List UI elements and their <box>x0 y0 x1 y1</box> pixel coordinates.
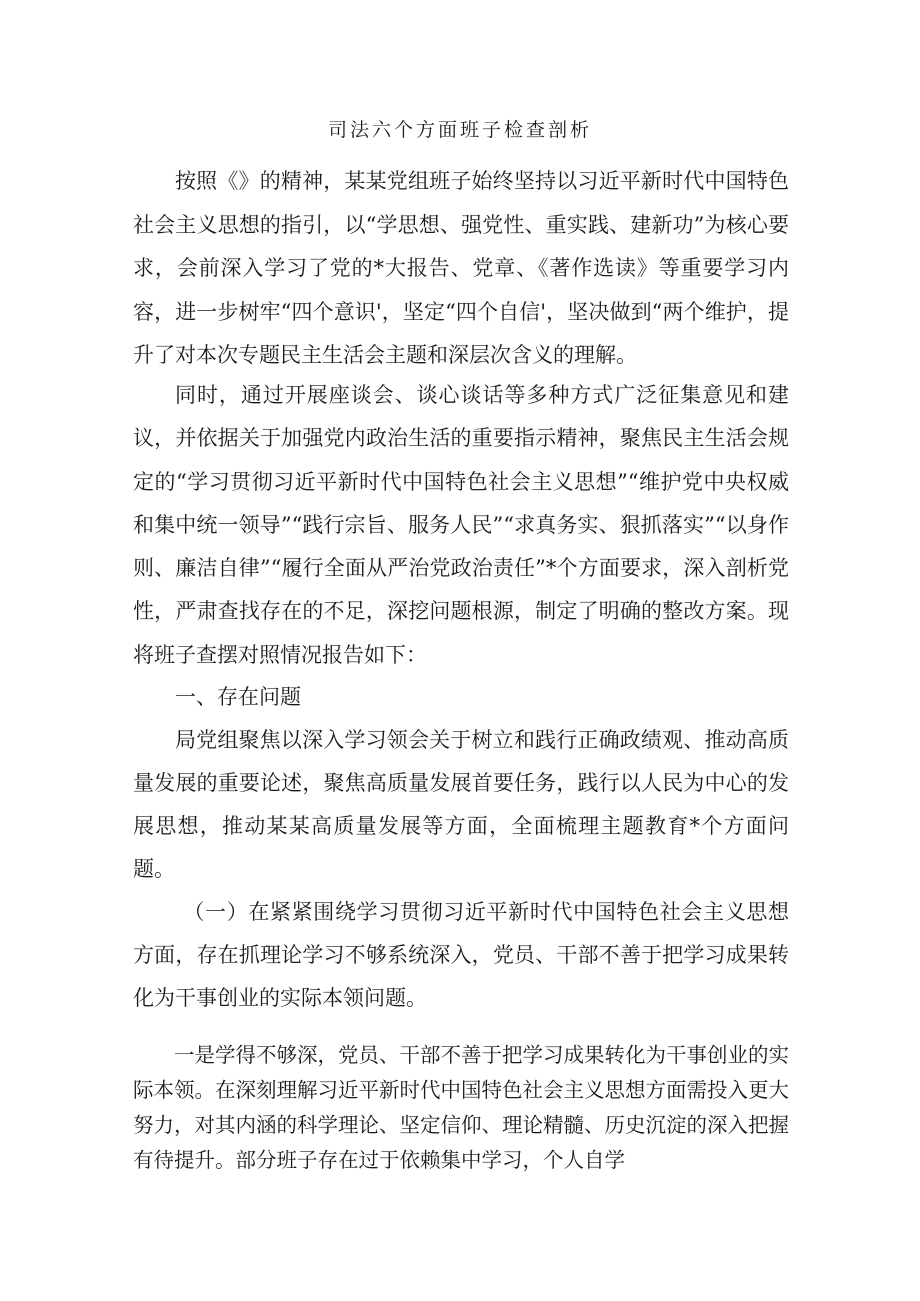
paragraph-intro: 按照《》的精神，某某党组班子始终坚持以习近平新时代中国特色社会主义思想的指引，以“学思想、强党性、重实践、建新功”为核心要求，会前深入学习了党的*大报告、党章、《著作选读》等重要学习内容，进一步树牢“四个意识'，坚定“四个自信'，坚决做到“两个维护，提升了对本次专题民主生活会主题和深层次含义的理解。 <box>133 169 789 367</box>
paragraph-methods: 同时，通过开展座谈会、谈心谈话等多种方式广泛征集意见和建议，并依据关于加强党内政治生活的重要指示精神，聚焦民主生活会规定的“学习贯彻习近平新时代中国特色社会主义思想”“维护党中央权威和集中统一领导”“践行宗旨、服务人民”“求真务实、狠抓落实”“以身作则、廉洁自律”“履行全面从严治党政治责任”*个方面要求，深入剖析党性，严肃查找存在的不足，深挖问题根源，制定了明确的整改方案。现将班子查摆对照情况报告如下： <box>133 383 789 667</box>
subsection-heading-1: （一）在紧紧围绕学习贯彻习近平新时代中国特色社会主义思想方面，存在抓理论学习不够系统深入，党员、干部不善于把学习成果转化为干事创业的实际本领问题。 <box>133 900 789 1010</box>
paragraph-overview: 局党组聚焦以深入学习领会关于树立和践行正确政绩观、推动高质量发展的重要论述，聚焦高质量发展首要任务，践行以人民为中心的发展思想，推动某某高质量发展等方面，全面梳理主题教育*个方面问题。 <box>133 728 789 881</box>
document-title: 司法六个方面班子检查剖析 <box>327 119 592 141</box>
paragraph-point-1: 一是学得不够深，党员、干部不善于把学习成果转化为干事创业的实际本领。在深刻理解习近平新时代中国特色社会主义思想方面需投入更大努力，对其内涵的科学理论、坚定信仰、理论精髓、历史沉淀的深入把握有待提升。部分班子存在过于依赖集中学习，个人自学 <box>133 1043 789 1172</box>
section-heading-problems: 一、存在问题 <box>175 685 301 709</box>
